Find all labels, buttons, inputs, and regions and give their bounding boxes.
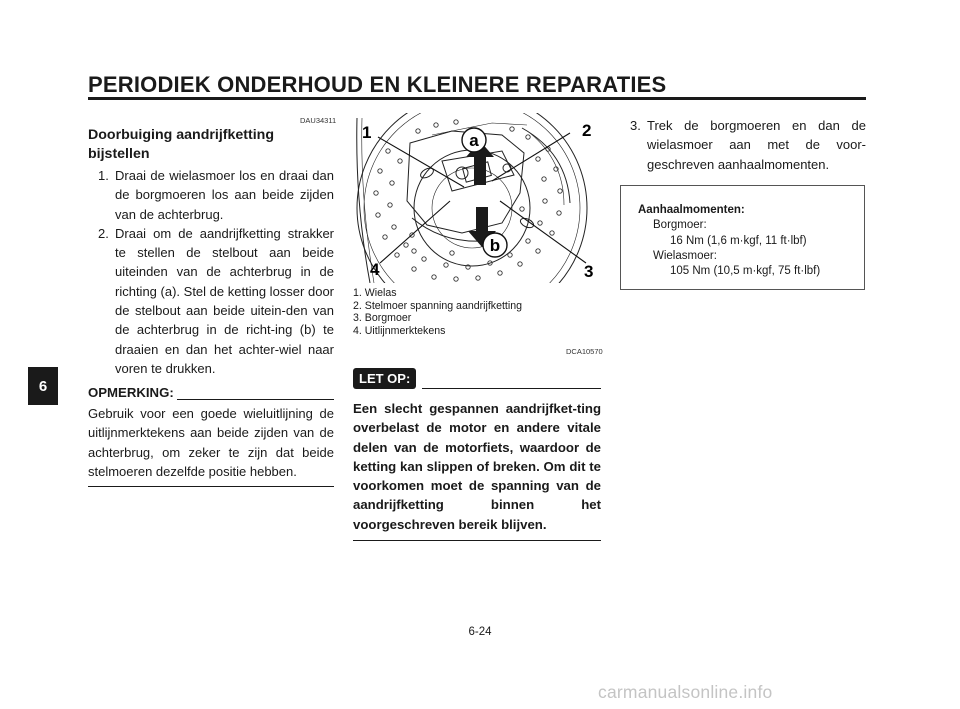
page-number: 6-24 [468,626,492,638]
step-text: Draai de wielasmoer los en draai dan de borgmoeren los aan beide zijden van de achterbrug. [115,168,334,222]
chapter-tab: 6 [28,367,58,405]
step-text: Trek de borgmoeren en dan de wielasmoer aan met de voor-geschreven aanhaalmomenten. [647,118,866,172]
caution-block [353,368,601,541]
figure-caption-list [353,287,522,337]
step-item [620,116,866,174]
step-item [88,166,334,224]
figure-code: DCA10570 [566,347,603,356]
caption-item: 3. Borgmoer [353,312,412,324]
adjust-arrows [466,141,496,247]
caution-heading [353,368,601,389]
note-rule [177,387,334,400]
page-header-title: PERIODIEK ONDERHOUD EN KLEINERE REPARATIES [88,72,667,97]
left-column [88,126,334,378]
step-list [88,166,334,378]
callout-4: 4 [370,260,380,279]
caution-text: Een slecht gespannen aandrijfket-ting overbelast de motor en andere vitale delen van de motorfiets, waardoor de ketting kan slippen of breken. Om dit te voorkomen moet de spanning van de aandrijfketting binnen het voorgeschreven bereik blijven. [353,399,601,541]
arrow-a-label: a [469,131,479,150]
section-code: DAU34311 [300,116,337,125]
step-number: 2. [98,225,109,241]
callout-3: 3 [584,262,594,281]
callout-1: 1 [362,123,372,142]
caption-item: 4. Uitlijnmerktekens [353,324,446,337]
caution-rule [422,374,601,389]
step-number: 3. [630,118,641,133]
note-text: Gebruik voor een goede wieluitlijning de uitlijnmerktekens aan beide zijden van de achterbrug, om zeker te zijn dat beide stelmoeren dezelfde positie hebben. [88,404,334,487]
arrow-b-label: b [489,236,501,255]
caption-item: 2. Stelmoer spanning aandrijfketting [353,299,523,312]
note-block [88,385,334,487]
torque-spec-box [620,185,865,290]
torque-item-label: Borgmoer: [653,219,707,232]
section-title: Doorbuiging aandrijfketting bijstellen [88,127,275,162]
callout-2: 2 [582,121,592,140]
step-number: 1. [98,168,109,183]
note-heading [88,385,334,400]
brake-disc-figure [352,113,602,283]
torque-item-label: Wielasmoer: [653,249,717,262]
right-step-list [620,116,866,174]
torque-item-value: 16 Nm (1,6 m·kgf, 11 ft·lbf) [670,234,807,247]
note-label: OPMERKING: [88,385,174,400]
step-item [88,224,334,378]
watermark: carmanualsonline.info [598,682,773,702]
header-rule [88,97,866,100]
torque-item-value: 105 Nm (10,5 m·kgf, 75 ft·lbf) [670,265,821,278]
torque-heading: Aanhaalmomenten: [638,204,745,216]
caption-item: 1. Wielas [353,287,397,299]
caution-label: LET OP: [353,368,416,389]
step-text: Draai om de aandrijfketting strakker te stellen de stelbout aan beide uiteinden van de achterbrug in de richting (a). Stel de ketting losser door de stelbout aan beide uitein-den van de achterbrug in de richt-ing (b) te draaien en dan het achter-wiel naar voren te drukken. [115,225,334,376]
